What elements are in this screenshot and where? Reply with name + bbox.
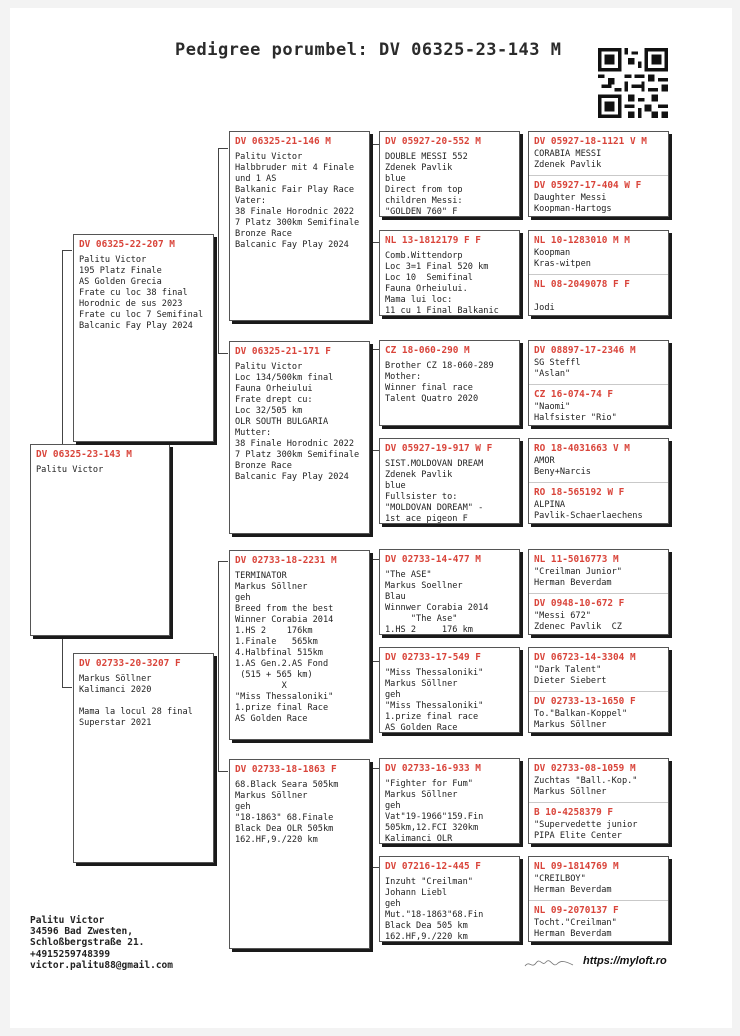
gen4-top: [529, 857, 668, 900]
ring-number: DV 02733-18-2231 M: [235, 555, 337, 566]
ring-number: DV 06325-21-146 M: [235, 136, 331, 147]
bird-info: Brother CZ 18-060-289 Mother: Winner final race Talent Quatro 2020: [385, 361, 494, 404]
bird-info: Palitu Victor Loc 134/500km final Fauna Orheiului Frate drept cu: Loc 32/505 km OLR SOUTH BULGARIA Mutter: 38 Finale Horodnic 2022 7 Platz 300km Semifinale Bronze Race Balcanic Fay Play 2024: [235, 362, 360, 482]
bird-info: Markus Söllner Kalimanci 2020 Mama la locul 28 final Superstar 2021: [79, 674, 193, 728]
pedigree-card-gen3-2: [379, 230, 520, 316]
pedigree-card-gen4-pair-5: [528, 549, 669, 635]
bird-info: "Messi 672" Zdenec Pavlik CZ: [534, 611, 622, 632]
ring-number: CZ 18-060-290 M: [385, 345, 470, 356]
ring-number: NL 10-1283010 M M: [534, 235, 630, 246]
ring-number: NL 09-2070137 F: [534, 905, 619, 916]
ring-number: DV 02733-16-933 M: [385, 763, 481, 774]
bird-info: AMOR Beny+Narcis: [534, 456, 591, 477]
gen4-bottom: [529, 900, 668, 942]
bird-info: "Supervedette junior PIPA Elite Center: [534, 820, 638, 841]
ring-number: DV 05927-19-917 W F: [385, 443, 493, 454]
bird-info: Koopman Kras-witpen: [534, 248, 591, 269]
owner-contact: [30, 915, 173, 971]
connector-g2d: [371, 768, 379, 868]
page-title: Pedigree porumbel: DV 06325-23-143 M: [175, 40, 562, 60]
bird-info: "Fighter for Fum" Markus Söllner geh Vat"19-1966"159.Fin 505km,12.FCI 320km Kalimanci OLR: [385, 779, 484, 844]
owner-phone: +4915259748399: [30, 948, 111, 960]
gen4-bottom: [529, 593, 668, 635]
ring-number: DV 08897-17-2346 M: [534, 345, 636, 356]
pedigree-card-gen2-3: [229, 550, 370, 740]
pedigree-card-gen4-pair-4: [528, 438, 669, 524]
bird-info: "CREILBOY" Herman Beverdam: [534, 874, 612, 895]
bird-info: 68.Black Seara 505km Markus Söllner geh "18-1863" 68.Finale Black Dea OLR 505km 162.HF,9./220 km: [235, 780, 339, 845]
ring-number: RO 18-565192 W F: [534, 487, 625, 498]
pedigree-card-gen4-pair-3: [528, 340, 669, 426]
bird-info: DOUBLE MESSI 552 Zdenek Pavlik blue Direct from top children Messi: "GOLDEN 760" F: [385, 152, 468, 217]
connector-g2c: [371, 559, 379, 662]
gen4-top: [529, 759, 668, 802]
pedigree-card-gen4-pair-7: [528, 758, 669, 844]
bird-info: Jodi: [534, 303, 555, 313]
gen4-top: [529, 648, 668, 691]
owner-name: Palitu Victor: [30, 915, 105, 926]
signature-icon: [523, 958, 575, 970]
owner-address-1: 34596 Bad Zwesten,: [30, 926, 133, 938]
ring-number: DV 02733-14-477 M: [385, 554, 481, 565]
pedigree-card-gen3-6: [379, 647, 520, 733]
gen4-top: [529, 341, 668, 384]
qr-code-icon: [598, 48, 668, 118]
ring-number: DV 02733-20-3207 F: [79, 658, 181, 669]
ring-number: DV 07216-12-445 F: [385, 861, 481, 872]
pedigree-card-gen2-2: [229, 341, 370, 534]
gen4-top: [529, 550, 668, 593]
gen4-bottom: [529, 691, 668, 733]
gen4-bottom: [529, 482, 668, 524]
connector-g1a: [218, 148, 228, 354]
bird-info: TERMINATOR Markus Söllner geh Breed from the best Winner Corabia 2014 1.HS 2 176km 1.Finale 565km 4.Halbfinal 515km 1.AS Gen.2.AS Fond (515 + 565 km) X "Miss Thessaloniki" 1.prize final Race AS Golden Race: [235, 571, 334, 724]
pedigree-card-gen4-pair-8: [528, 856, 669, 942]
ring-number: NL 11-5016773 M: [534, 554, 619, 565]
ring-number: DV 06325-23-143 M: [36, 449, 132, 460]
bird-info: Zuchtas "Ball.-Kop." Markus Söllner: [534, 776, 638, 797]
connector-g1b: [218, 561, 228, 772]
gen4-bottom: [529, 802, 668, 844]
bird-info: ALPINA Pavlik-Schaerlaechens: [534, 500, 643, 521]
connector-g2b: [371, 349, 379, 451]
ring-number: RO 18-4031663 V M: [534, 443, 630, 454]
pedigree-card-gen4-pair-6: [528, 647, 669, 733]
bird-info: SG Steffl "Aslan": [534, 358, 581, 379]
gen4-top: [529, 132, 668, 175]
pedigree-card-gen3-5: [379, 549, 520, 635]
pedigree-card-gen2-1: [229, 131, 370, 321]
bird-info: "The ASE" Markus Soellner Blau Winnwer Corabia 2014 "The Ase" 1.HS 2 176 km: [385, 570, 489, 635]
myloft-brand: https://myloft.ro: [583, 955, 667, 967]
ring-number: DV 06723-14-3304 M: [534, 652, 636, 663]
bird-info: Palitu Victor 195 Platz Finale AS Golden Grecia Frate cu loc 38 final Horodnic de sus 2023 Frate cu loc 7 Semifinal Balcanic Fay Play 2024: [79, 255, 204, 331]
gen4-top: [529, 231, 668, 274]
ring-number: DV 02733-08-1059 M: [534, 763, 636, 774]
ring-number: DV 06325-22-207 M: [79, 239, 175, 250]
bird-info: To."Balkan-Koppel" Markus Söllner: [534, 709, 628, 730]
pedigree-card-gen2-4: [229, 759, 370, 949]
pedigree-card-gen3-4: [379, 438, 520, 524]
gen4-bottom: [529, 384, 668, 426]
ring-number: NL 09-1814769 M: [534, 861, 619, 872]
bird-info: Palitu Victor Halbbruder mit 4 Finale und 1 AS Balkanic Fair Play Race Vater: 38 Finale Horodnic 2022 7 Platz 300km Semifinale Bronze Race Balcanic Fay Play 2024: [235, 152, 360, 250]
pedigree-card-gen4-pair-1: [528, 131, 669, 217]
ring-number: DV 0948-10-672 F: [534, 598, 625, 609]
pedigree-card-gen4-pair-2: [528, 230, 669, 316]
bird-info: "Dark Talent" Dieter Siebert: [534, 665, 607, 686]
bird-info: Tocht."Creilman" Herman Beverdam: [534, 918, 617, 939]
pedigree-card-subject: [30, 444, 170, 636]
gen4-bottom: [529, 274, 668, 316]
ring-number: DV 02733-13-1650 F: [534, 696, 636, 707]
bird-info: "Creilman Junior" Herman Beverdam: [534, 567, 622, 588]
pedigree-card-gen3-1: [379, 131, 520, 217]
bird-info: Daughter Messi Koopman-Hartogs: [534, 193, 612, 214]
pedigree-card-gen3-8: [379, 856, 520, 942]
bird-info: CORABIA MESSI Zdenek Pavlik: [534, 149, 602, 170]
pedigree-card-gen3-7: [379, 758, 520, 844]
gen4-bottom: [529, 175, 668, 217]
pedigree-card-gen3-3: [379, 340, 520, 426]
pedigree-card-sire: [73, 234, 214, 442]
bird-info: Comb.Wittendorp Loc 3=1 Final 520 km Loc 10 Semifinal Fauna Orheiului. Mama lui loc: 11 cu 1 Final Balkanic: [385, 251, 499, 316]
owner-address-2: Schloßbergstraße 21.: [30, 937, 145, 949]
bird-info: Inzuht "Creilman" Johann Liebl geh Mut."18-1863"68.Fin Black Dea 505 km 162.HF,9./220 km: [385, 877, 484, 942]
ring-number: DV 05927-17-404 W F: [534, 180, 642, 191]
ring-number: NL 13-1812179 F F: [385, 235, 481, 246]
bird-info: "Naomi" Halfsister "Rio": [534, 402, 617, 423]
ring-number: DV 05927-18-1121 V M: [534, 136, 647, 147]
ring-number: CZ 16-074-74 F: [534, 389, 614, 400]
connector-g2a: [371, 144, 379, 243]
ring-number: DV 06325-21-171 F: [235, 346, 331, 357]
owner-email: victor.palitu88@gmail.com: [30, 959, 173, 971]
bird-info: "Miss Thessaloniki" Markus Söllner geh "Miss Thessaloniki" 1.prize final race AS Golden Race: [385, 668, 484, 733]
bird-info: Palitu Victor: [36, 465, 104, 475]
ring-number: NL 08-2049078 F F: [534, 279, 630, 290]
ring-number: DV 02733-17-549 F: [385, 652, 481, 663]
ring-number: DV 05927-20-552 M: [385, 136, 481, 147]
ring-number: B 10-4258379 F: [534, 807, 614, 818]
pedigree-card-dam: [73, 653, 214, 863]
ring-number: DV 02733-18-1863 F: [235, 764, 337, 775]
bird-info: SIST.MOLDOVAN DREAM Zdenek Pavlik blue Fullsister to: "MOLDOVAN DOREAM" - 1st ace pigeon F: [385, 459, 484, 524]
gen4-top: [529, 439, 668, 482]
